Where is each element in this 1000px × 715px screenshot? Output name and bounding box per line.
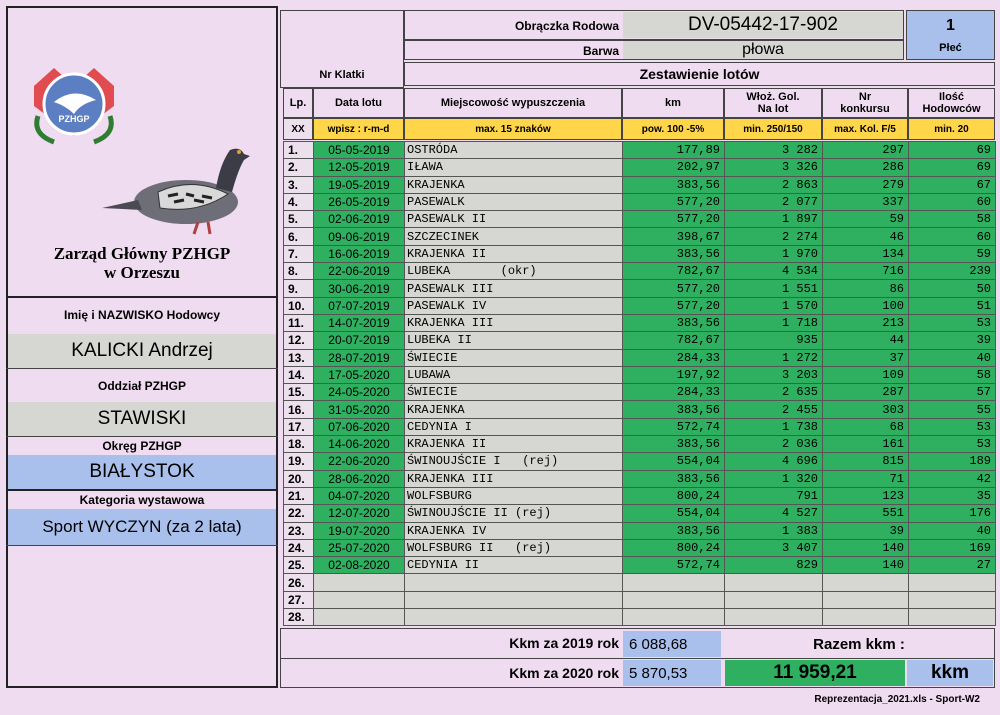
row-number[interactable]: 14. [284,366,314,383]
release-place[interactable]: CEDYNIA I [405,418,623,435]
competition-rank[interactable]: 123 [823,487,909,504]
row-number[interactable]: 23. [284,522,314,539]
birds-entered[interactable]: 791 [725,487,823,504]
cage-label: Nr Klatki [319,69,365,81]
flight-date[interactable]: 25-07-2020 [314,539,405,556]
category-label: Kategoria wystawowa [79,493,205,507]
release-place[interactable]: KRAJENKA III [405,314,623,331]
distance-km[interactable]: 800,24 [623,487,725,504]
competition-rank[interactable]: 68 [823,418,909,435]
total-2020-label: Kkm za 2020 rok [509,665,619,681]
competition-rank[interactable]: 71 [823,470,909,487]
sex-label: Płeć [939,42,962,54]
competition-rank[interactable]: 815 [823,453,909,470]
table-row [284,159,996,176]
row-number[interactable]: 11. [284,314,314,331]
flight-date[interactable]: 14-07-2019 [314,314,405,331]
color-value: płowa [623,41,903,59]
empty-cell[interactable] [823,574,909,591]
release-place[interactable]: PASEWALK III [405,280,623,297]
table-row [284,280,996,297]
flight-date[interactable]: 05-05-2019 [314,142,405,159]
color-label: Barwa [582,44,619,58]
row-number[interactable]: 15. [284,384,314,401]
flight-date[interactable]: 02-06-2019 [314,211,405,228]
breeders-count[interactable]: 58 [909,366,996,383]
breeder-panel [6,6,278,688]
breeders-count[interactable]: 35 [909,487,996,504]
distance-km[interactable]: 383,56 [623,314,725,331]
birds-entered[interactable]: 4 527 [725,505,823,522]
breeders-count[interactable]: 69 [909,142,996,159]
release-place[interactable]: PASEWALK [405,193,623,210]
breeders-count[interactable]: 189 [909,453,996,470]
row-number[interactable]: 2. [284,159,314,176]
summary-title: Zestawienie lotów [404,62,995,86]
release-place[interactable]: OSTRÓDA [405,142,623,159]
birds-entered[interactable]: 1 383 [725,522,823,539]
breeders-count[interactable]: 39 [909,332,996,349]
table-row [284,522,996,539]
competition-rank[interactable]: 44 [823,332,909,349]
breeders-count[interactable]: 27 [909,557,996,574]
branch-label: Oddział PZHGP [97,379,186,393]
flight-date[interactable]: 28-07-2019 [314,349,405,366]
flight-date[interactable]: 19-05-2019 [314,176,405,193]
competition-rank[interactable]: 140 [823,557,909,574]
breeders-count[interactable]: 169 [909,539,996,556]
footer-filename: Reprezentacja_2021.xls - Sport-W2 [814,694,980,705]
row-number[interactable]: 7. [284,245,314,262]
birds-entered[interactable]: 2 077 [725,193,823,210]
release-place[interactable]: LUBEKA (okr) [405,263,623,280]
totals-panel [280,628,995,688]
col-place: Miejscowość wypuszczenia [404,88,622,118]
flights-table [283,141,996,626]
release-place[interactable]: ŚWIECIE [405,349,623,366]
flight-date[interactable]: 24-05-2020 [314,384,405,401]
table-row [284,193,996,210]
pigeon-image [98,130,258,240]
table-row [284,314,996,331]
birds-entered[interactable]: 3 407 [725,539,823,556]
col-birds-line1: Włoż. Gol. [746,91,800,103]
birds-entered[interactable]: 4 534 [725,263,823,280]
row-number[interactable]: 17. [284,418,314,435]
release-place[interactable]: WOLFSBURG [405,487,623,504]
birds-entered[interactable]: 3 203 [725,366,823,383]
row-number: 27. [284,591,314,608]
competition-rank[interactable]: 109 [823,366,909,383]
empty-cell[interactable] [725,574,823,591]
empty-cell[interactable] [405,591,623,608]
row-number[interactable]: 6. [284,228,314,245]
distance-km[interactable]: 197,92 [623,366,725,383]
distance-km[interactable]: 383,56 [623,522,725,539]
birds-entered[interactable]: 1 738 [725,418,823,435]
birds-entered[interactable]: 1 897 [725,211,823,228]
release-place[interactable]: KRAJENKA [405,401,623,418]
row-number[interactable]: 16. [284,401,314,418]
empty-cell[interactable] [405,574,623,591]
birds-entered[interactable]: 1 570 [725,297,823,314]
table-row [284,332,996,349]
breeders-count[interactable]: 69 [909,159,996,176]
hint-km: pow. 100 -5% [622,118,724,140]
distance-km[interactable]: 577,20 [623,211,725,228]
flight-date[interactable]: 12-05-2019 [314,159,405,176]
row-number: 28. [284,609,314,626]
district-label: Okręg PZHGP [102,439,182,453]
empty-cell[interactable] [909,591,996,608]
empty-cell[interactable] [725,591,823,608]
sum-label: Razem kkm : [813,635,905,653]
release-place[interactable]: WOLFSBURG II (rej) [405,539,623,556]
col-birds [724,88,822,118]
hint-birds: min. 250/150 [724,118,822,140]
flight-date[interactable]: 14-06-2020 [314,436,405,453]
competition-rank[interactable]: 140 [823,539,909,556]
birds-entered[interactable]: 2 036 [725,436,823,453]
birds-entered[interactable]: 2 455 [725,401,823,418]
empty-cell[interactable] [623,591,725,608]
table-row [284,263,996,280]
row-number[interactable]: 19. [284,453,314,470]
competition-rank[interactable]: 100 [823,297,909,314]
flight-date[interactable]: 31-05-2020 [314,401,405,418]
release-place[interactable]: KRAJENKA [405,176,623,193]
table-row [284,142,996,159]
breeders-count[interactable]: 55 [909,401,996,418]
table-row-empty [284,591,996,608]
district-value: BIAŁYSTOK [8,455,276,489]
distance-km[interactable]: 572,74 [623,418,725,435]
table-row [284,453,996,470]
breeders-count[interactable]: 57 [909,384,996,401]
breeders-count[interactable]: 60 [909,228,996,245]
competition-rank[interactable]: 279 [823,176,909,193]
row-number[interactable]: 4. [284,193,314,210]
total-2020-value: 5 870,53 [623,660,721,686]
distance-km[interactable]: 383,56 [623,470,725,487]
column-headers [283,88,995,118]
competition-rank[interactable]: 86 [823,280,909,297]
table-row-empty [284,574,996,591]
distance-km[interactable]: 554,04 [623,505,725,522]
distance-km[interactable]: 800,24 [623,539,725,556]
table-row [284,297,996,314]
release-place[interactable]: CEDYNIA II [405,557,623,574]
col-breeders-line1: Ilość [938,91,965,103]
row-number[interactable]: 10. [284,297,314,314]
breeders-count[interactable]: 53 [909,314,996,331]
org-location: w Orzeszu [103,263,180,282]
branch-value: STAWISKI [8,402,276,436]
breeders-count[interactable]: 50 [909,280,996,297]
birds-entered[interactable]: 1 970 [725,245,823,262]
flight-date[interactable]: 19-07-2020 [314,522,405,539]
release-place[interactable]: KRAJENKA II [405,245,623,262]
row-number[interactable]: 9. [284,280,314,297]
breeders-count[interactable]: 53 [909,436,996,453]
empty-cell[interactable] [909,609,996,626]
col-rank-line1: Nr [858,91,872,103]
flight-date[interactable]: 02-08-2020 [314,557,405,574]
row-number[interactable]: 12. [284,332,314,349]
empty-cell[interactable] [314,591,405,608]
sex-value: 1 [946,17,955,34]
distance-km[interactable]: 202,97 [623,159,725,176]
competition-rank[interactable]: 37 [823,349,909,366]
table-row-empty [284,609,996,626]
birds-entered[interactable]: 4 696 [725,453,823,470]
breeders-count[interactable]: 42 [909,470,996,487]
competition-rank[interactable]: 59 [823,211,909,228]
row-number[interactable]: 3. [284,176,314,193]
competition-rank[interactable]: 287 [823,384,909,401]
col-rank [822,88,908,118]
birds-entered[interactable]: 829 [725,557,823,574]
birds-entered[interactable]: 2 863 [725,176,823,193]
total-2019-label: Kkm za 2019 rok [509,635,619,651]
table-row [284,539,996,556]
breeders-count[interactable]: 176 [909,505,996,522]
col-breeders-line2: Hodowców [922,103,981,115]
distance-km[interactable]: 383,56 [623,401,725,418]
distance-km[interactable]: 383,56 [623,436,725,453]
sum-unit: kkm [907,660,993,686]
table-row [284,418,996,435]
table-row [284,436,996,453]
empty-cell[interactable] [909,574,996,591]
breeders-count[interactable]: 53 [909,418,996,435]
birds-entered[interactable]: 2 274 [725,228,823,245]
flight-date[interactable]: 26-05-2019 [314,193,405,210]
breeders-count[interactable]: 40 [909,349,996,366]
competition-rank[interactable]: 213 [823,314,909,331]
cage-number-cell [280,10,404,88]
distance-km[interactable]: 383,56 [623,245,725,262]
table-row [284,366,996,383]
hint-row [283,118,995,140]
breeders-count[interactable]: 67 [909,176,996,193]
empty-cell[interactable] [405,609,623,626]
org-name: Zarząd Główny PZHGP [53,244,231,263]
flight-date[interactable]: 17-05-2020 [314,366,405,383]
release-place[interactable]: PASEWALK II [405,211,623,228]
birds-entered[interactable]: 1 320 [725,470,823,487]
row-number[interactable]: 18. [284,436,314,453]
release-place[interactable]: SZCZECINEK [405,228,623,245]
row-number[interactable]: 24. [284,539,314,556]
row-number[interactable]: 13. [284,349,314,366]
birds-entered[interactable]: 1 272 [725,349,823,366]
competition-rank[interactable]: 161 [823,436,909,453]
breeders-count[interactable]: 51 [909,297,996,314]
breeders-count[interactable]: 40 [909,522,996,539]
distance-km[interactable]: 577,20 [623,280,725,297]
flight-date[interactable]: 28-06-2020 [314,470,405,487]
table-row [284,176,996,193]
sum-value: 11 959,21 [725,660,905,686]
competition-rank[interactable]: 134 [823,245,909,262]
ring-row [404,10,904,40]
birds-entered[interactable]: 1 718 [725,314,823,331]
release-place[interactable]: IŁAWA [405,159,623,176]
empty-cell[interactable] [823,591,909,608]
empty-cell[interactable] [623,609,725,626]
birds-entered[interactable]: 2 635 [725,384,823,401]
table-row [284,384,996,401]
distance-km[interactable]: 577,20 [623,193,725,210]
row-number[interactable]: 1. [284,142,314,159]
distance-km[interactable]: 782,67 [623,263,725,280]
release-place[interactable]: ŚWINOUJŚCIE I (rej) [405,453,623,470]
table-row [284,211,996,228]
competition-rank[interactable]: 337 [823,193,909,210]
empty-cell[interactable] [725,609,823,626]
competition-rank[interactable]: 303 [823,401,909,418]
distance-km[interactable]: 284,33 [623,349,725,366]
table-row [284,401,996,418]
ring-label: Obrączka Rodowa [514,19,619,33]
empty-cell[interactable] [314,574,405,591]
col-lp: Lp. [283,88,313,118]
competition-rank[interactable]: 286 [823,159,909,176]
col-birds-line2: Na lot [757,103,789,115]
row-number[interactable]: 5. [284,211,314,228]
distance-km[interactable]: 177,89 [623,142,725,159]
table-row [284,349,996,366]
flight-date[interactable]: 16-06-2019 [314,245,405,262]
hint-lp: XX [283,118,313,140]
col-km: km [622,88,724,118]
distance-km[interactable]: 577,20 [623,297,725,314]
col-rank-line2: konkursu [840,103,890,115]
release-place[interactable]: ŚWIECIE [405,384,623,401]
release-place[interactable]: PASEWALK IV [405,297,623,314]
table-row [284,505,996,522]
ring-value: DV-05442-17-902 [623,12,903,38]
release-place[interactable]: KRAJENKA II [405,436,623,453]
breeder-label: Imię i NAZWISKO Hodowcy [63,308,220,322]
release-place[interactable]: LUBAWA [405,366,623,383]
flight-date[interactable]: 07-07-2019 [314,297,405,314]
distance-km[interactable]: 284,33 [623,384,725,401]
competition-rank[interactable]: 716 [823,263,909,280]
flight-date[interactable]: 12-07-2020 [314,505,405,522]
flight-date[interactable]: 30-06-2019 [314,280,405,297]
row-number[interactable]: 8. [284,263,314,280]
table-row [284,245,996,262]
empty-cell[interactable] [823,609,909,626]
row-number[interactable]: 21. [284,487,314,504]
col-breeders [908,88,995,118]
birds-entered[interactable]: 3 282 [725,142,823,159]
birds-entered[interactable]: 3 326 [725,159,823,176]
empty-cell[interactable] [314,609,405,626]
distance-km[interactable]: 782,67 [623,332,725,349]
row-number[interactable]: 22. [284,505,314,522]
table-row [284,557,996,574]
total-2019-value: 6 088,68 [623,631,721,657]
competition-rank[interactable]: 551 [823,505,909,522]
empty-cell[interactable] [623,574,725,591]
distance-km[interactable]: 554,04 [623,453,725,470]
distance-km[interactable]: 572,74 [623,557,725,574]
col-date: Data lotu [313,88,404,118]
hint-breeders: min. 20 [908,118,995,140]
breeders-count[interactable]: 60 [909,193,996,210]
distance-km[interactable]: 383,56 [623,176,725,193]
birds-entered[interactable]: 935 [725,332,823,349]
distance-km[interactable]: 398,67 [623,228,725,245]
flight-date[interactable]: 04-07-2020 [314,487,405,504]
release-place[interactable]: LUBEKA II [405,332,623,349]
logo-text: PZHGP [58,114,90,124]
flight-date[interactable]: 09-06-2019 [314,228,405,245]
hint-place: max. 15 znaków [404,118,622,140]
row-number: 26. [284,574,314,591]
table-row [284,487,996,504]
breeders-count[interactable]: 59 [909,245,996,262]
category-value: Sport WYCZYN (za 2 lata) [8,509,276,545]
flight-date[interactable]: 22-06-2019 [314,263,405,280]
row-number[interactable]: 20. [284,470,314,487]
hint-date: wpisz : r-m-d [313,118,404,140]
breeder-name: KALICKI Andrzej [8,334,276,368]
competition-rank[interactable]: 297 [823,142,909,159]
table-row [284,228,996,245]
color-row [404,40,904,60]
flight-date[interactable]: 22-06-2020 [314,453,405,470]
competition-rank[interactable]: 46 [823,228,909,245]
flight-date[interactable]: 07-06-2020 [314,418,405,435]
table-row [284,470,996,487]
release-place[interactable]: ŚWINOUJŚCIE II (rej) [405,505,623,522]
breeders-count[interactable]: 58 [909,211,996,228]
release-place[interactable]: KRAJENKA III [405,470,623,487]
breeders-count[interactable]: 239 [909,263,996,280]
hint-rank: max. Kol. F/5 [822,118,908,140]
release-place[interactable]: KRAJENKA IV [405,522,623,539]
birds-entered[interactable]: 1 551 [725,280,823,297]
competition-rank[interactable]: 39 [823,522,909,539]
flight-date[interactable]: 20-07-2019 [314,332,405,349]
sex-cell [906,10,995,60]
row-number[interactable]: 25. [284,557,314,574]
